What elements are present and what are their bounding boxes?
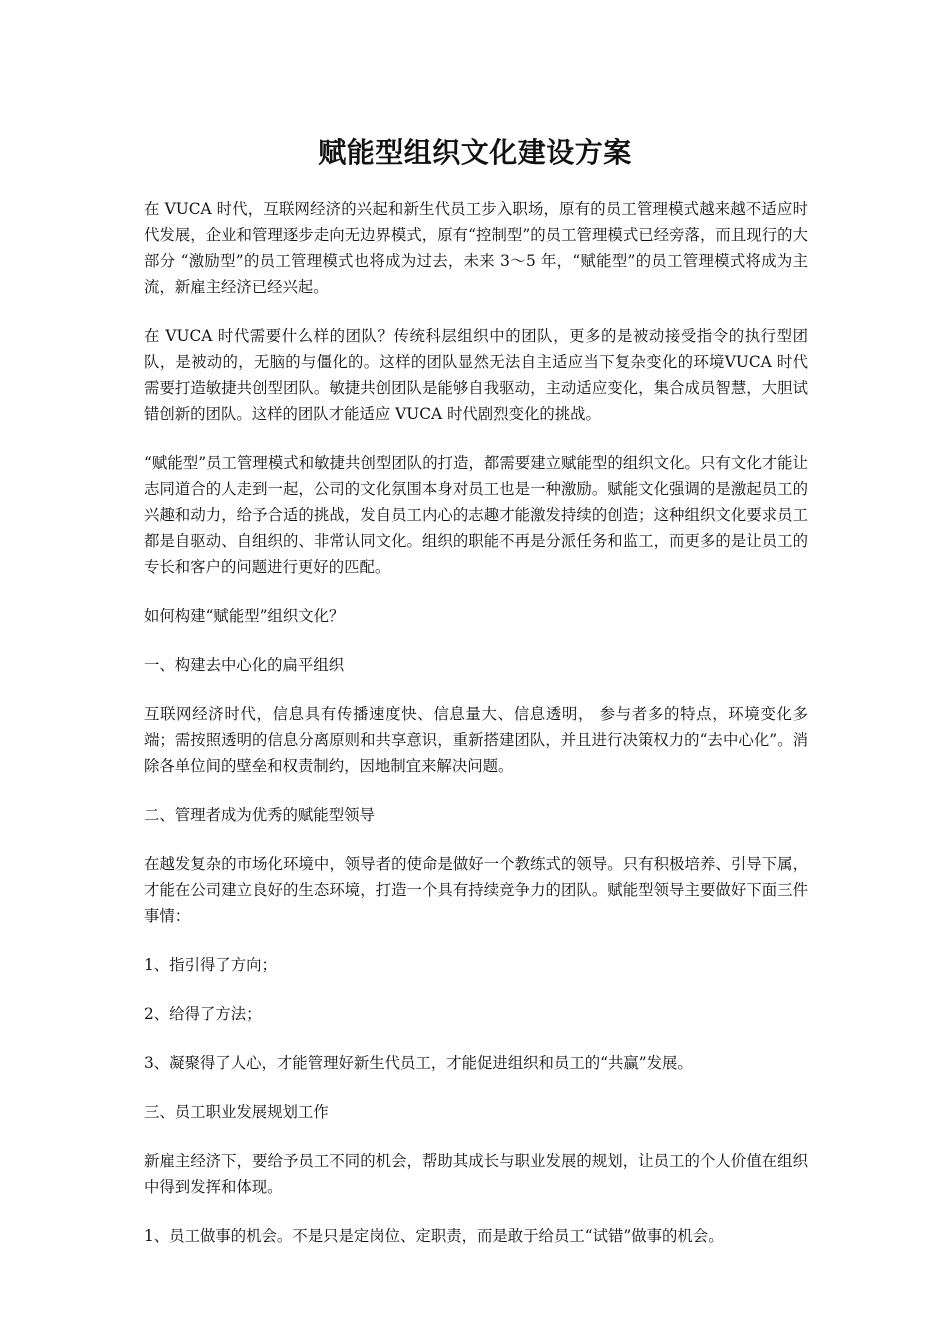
list-item-method: 2、给得了方法； (144, 1005, 262, 1023)
paragraph-intro: 在 VUCA 时代，互联网经济的兴起和新生代员工步入职场，原有的员工管理模式越来越不适应时代发展，企业和管理逐步走向无边界模式，原有“控制型”的员工管理模式已经旁落，而且现行的大部分 “激励型”的员工管理模式也将成为过去，未来 3～5 年，“赋能型”的员工管理模式将成为主流，新雇主经济已经兴起。 (144, 200, 808, 296)
document-body (144, 196, 808, 1272)
paragraph-team: 在 VUCA 时代需要什么样的团队？传统科层组织中的团队，更多的是被动接受指令的执行型团队，是被动的，无脑的与僵化的。这样的团队显然无法自主适应当下复杂变化的环境VUCA 时代需要打造敏捷共创型团队。敏捷共创团队是能够自我驱动，主动适应变化，集合成员智慧，大胆试错创新的团队。这样的团队才能适应 VUCA 时代剧烈变化的挑战。 (144, 327, 808, 423)
list-item-direction: 1、指引得了方向； (144, 956, 277, 974)
paragraph-culture: “赋能型”员工管理模式和敏捷共创型团队的打造，都需要建立赋能型的组织文化。只有文化才能让志同道合的人走到一起，公司的文化氛围本身对员工也是一种激励。赋能文化强调的是激起员工的兴趣和动力，给予合适的挑战，发自员工内心的志趣才能激发持续的创造；这种组织文化要求员工都是自驱动、自组织的、非常认同文化。组织的职能不再是分派任务和监工，而更多的是让员工的专长和客户的问题进行更好的匹配。 (144, 454, 808, 576)
paragraph-section-2: 在越发复杂的市场化环境中，领导者的使命是做好一个教练式的领导。只有积极培养、引导下属，才能在公司建立良好的生态环境，打造一个具有持续竞争力的团队。赋能型领导主要做好下面三件事情： (144, 855, 808, 925)
section-heading-1: 一、构建去中心化的扁平组织 (144, 656, 345, 674)
paragraph-question: 如何构建“赋能型”组织文化？ (144, 607, 345, 625)
section-heading-2: 二、管理者成为优秀的赋能型领导 (144, 806, 375, 824)
paragraph-section-3: 新雇主经济下，要给予员工不同的机会，帮助其成长与职业发展的规划，让员工的个人价值在组织中得到发挥和体现。 (144, 1152, 808, 1196)
section-heading-3: 三、员工职业发展规划工作 (144, 1103, 329, 1121)
document-title: 赋能型组织文化建设方案 (318, 136, 632, 169)
list-item-opportunity: 1、员工做事的机会。不是只是定岗位、定职责，而是敢于给员工“试错”做事的机会。 (144, 1227, 724, 1245)
paragraph-section-1: 互联网经济时代，信息具有传播速度快、信息量大、信息透明， 参与者多的特点，环境变化多端；需按照透明的信息分离原则和共享意识，重新搭建团队，并且进行决策权力的“去中心化”。消除各单位间的壁垒和权责制约，因地制宜来解决问题。 (144, 705, 808, 775)
list-item-cohesion: 3、凝聚得了人心，才能管理好新生代员工，才能促进组织和员工的“共赢”发展。 (144, 1054, 693, 1072)
